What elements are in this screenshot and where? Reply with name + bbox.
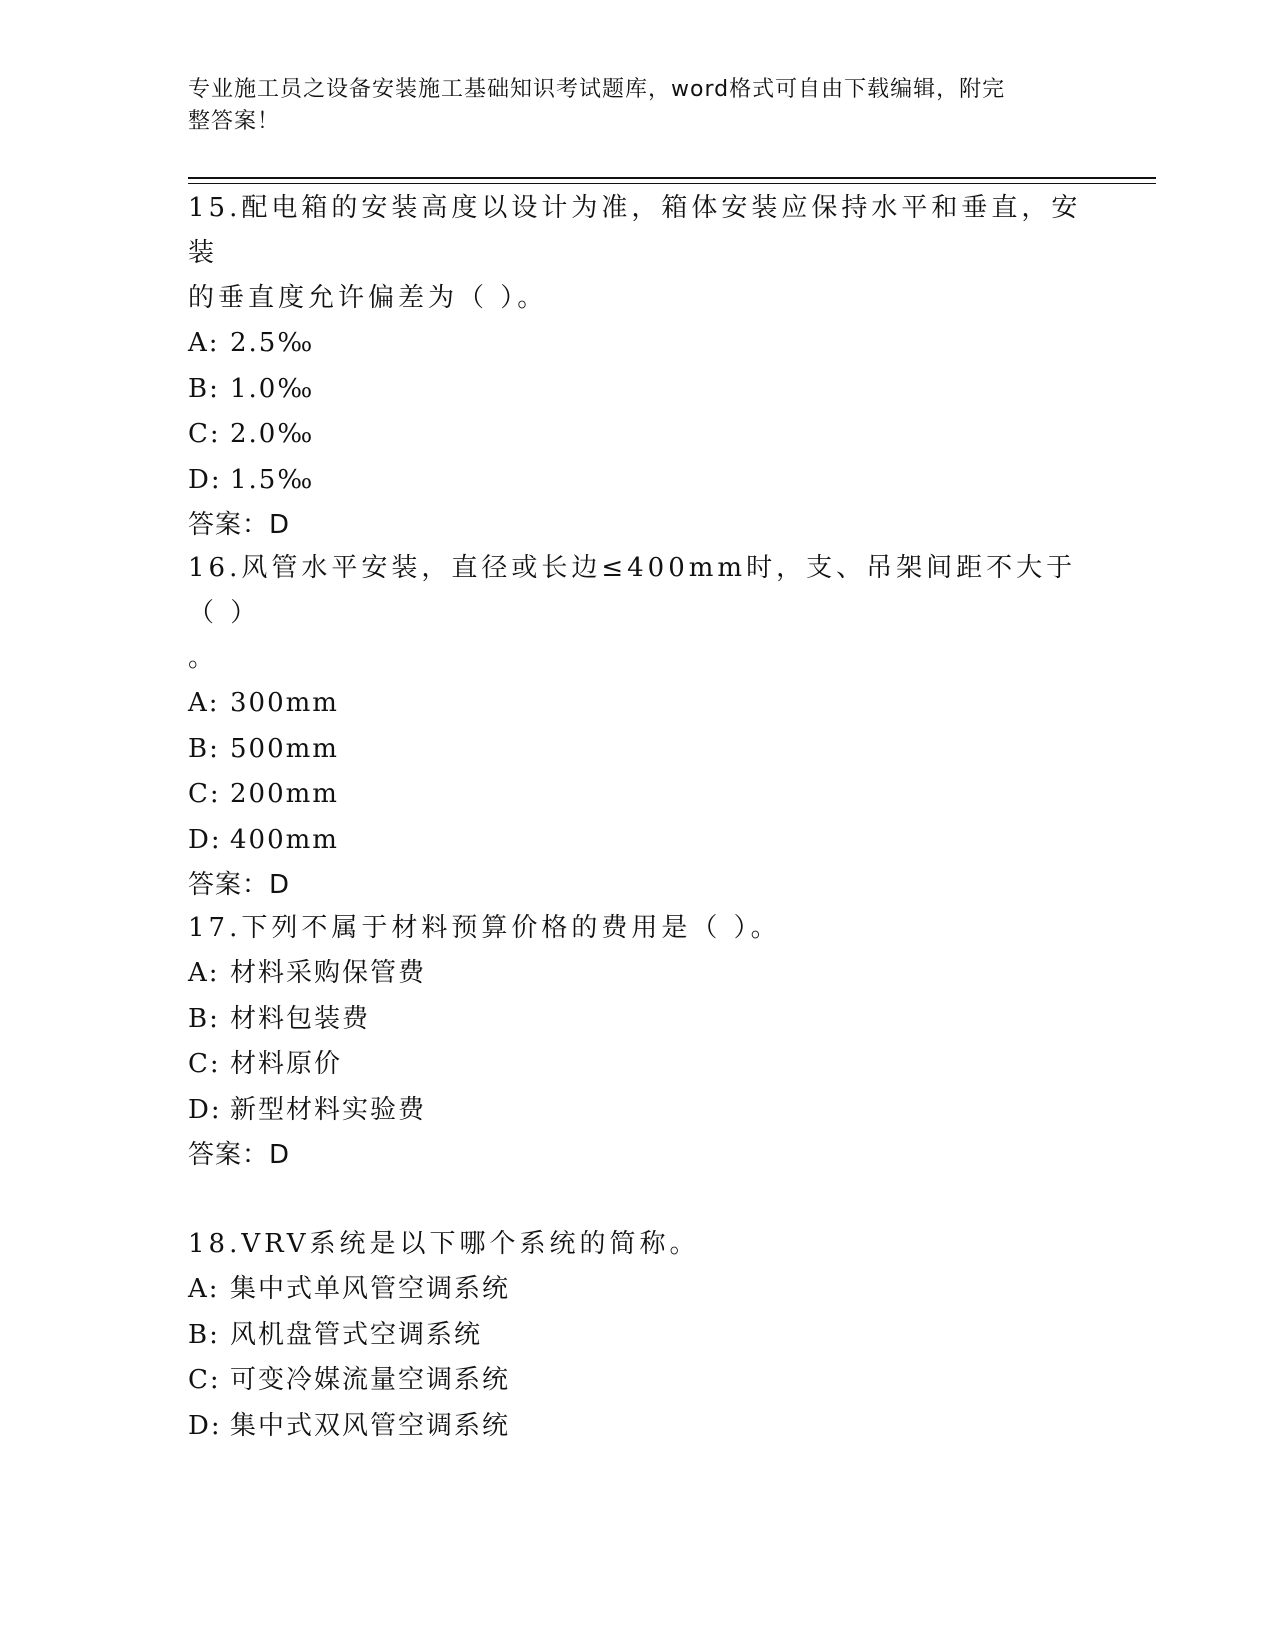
question-text: 17.下列不属于材料预算价格的费用是（ ）。 xyxy=(188,913,781,943)
option-text: 2.5‰ xyxy=(230,328,315,358)
option-d xyxy=(188,818,1088,864)
option-d xyxy=(188,458,1088,504)
option-key: A: xyxy=(188,958,220,988)
option-text: 400mm xyxy=(230,824,339,855)
document-header xyxy=(188,74,1088,138)
option-key: C: xyxy=(188,1049,221,1079)
option-a xyxy=(188,321,1088,367)
option-key: A: xyxy=(188,328,220,358)
question-text: 15.配电箱的安装高度以设计为准，箱体安装应保持水平和垂直，安装 xyxy=(188,193,1082,268)
option-key: C: xyxy=(188,1365,221,1395)
option-key: A: xyxy=(188,1274,220,1304)
option-key: B: xyxy=(188,733,220,764)
option-b xyxy=(188,997,1088,1043)
option-key: D: xyxy=(188,464,222,495)
question-text: 16.风管水平安装，直径或长边≤400mm时，支、吊架间距不大于（ ） xyxy=(188,553,1077,628)
option-c xyxy=(188,772,1088,818)
answer: 答案：D xyxy=(188,510,291,540)
option-d xyxy=(188,1088,1088,1134)
option-text: 集中式单风管空调系统 xyxy=(230,1274,511,1304)
answer: 答案：D xyxy=(188,1140,291,1170)
header-line-1: 专业施工员之设备安装施工基础知识考试题库，word格式可自由下载编辑，附完 xyxy=(188,77,1006,102)
question-18 xyxy=(188,1222,1088,1449)
option-text: 新型材料实验费 xyxy=(230,1094,427,1125)
option-a xyxy=(188,681,1088,727)
header-divider xyxy=(188,177,1156,179)
option-key: D: xyxy=(188,1410,222,1441)
option-a xyxy=(188,1267,1088,1313)
option-key: C: xyxy=(188,779,221,809)
header-divider-thin xyxy=(188,183,1156,184)
option-text: 2.0‰ xyxy=(230,419,315,449)
question-16 xyxy=(188,546,1088,908)
option-text: 300mm xyxy=(230,688,339,718)
option-text: 材料原价 xyxy=(230,1049,343,1079)
option-c xyxy=(188,1042,1088,1088)
option-b xyxy=(188,1313,1088,1359)
option-text: 集中式双风管空调系统 xyxy=(230,1410,511,1441)
question-17 xyxy=(188,906,1088,1178)
option-c xyxy=(188,412,1088,458)
answer: 答案：D xyxy=(188,870,291,900)
option-text: 200mm xyxy=(230,779,339,809)
option-text: 500mm xyxy=(230,733,339,764)
option-d xyxy=(188,1404,1088,1450)
question-text-cont: 。 xyxy=(188,643,219,673)
question-15 xyxy=(188,186,1088,548)
option-text: 1.5‰ xyxy=(230,464,315,495)
option-b xyxy=(188,727,1088,773)
option-c xyxy=(188,1358,1088,1404)
option-text: 可变冷媒流量空调系统 xyxy=(230,1365,511,1395)
header-line-2: 整答案！ xyxy=(188,109,281,134)
option-key: A: xyxy=(188,688,220,718)
option-key: B: xyxy=(188,1319,220,1350)
option-text: 材料采购保管费 xyxy=(230,958,427,988)
option-key: C: xyxy=(188,419,221,449)
option-text: 材料包装费 xyxy=(230,1003,371,1034)
option-b xyxy=(188,367,1088,413)
question-text-cont: 的垂直度允许偏差为（ ）。 xyxy=(188,283,548,313)
option-key: B: xyxy=(188,373,220,404)
option-key: D: xyxy=(188,1094,222,1125)
option-key: D: xyxy=(188,824,222,855)
option-a xyxy=(188,951,1088,997)
question-text: 18.VRV系统是以下哪个系统的简称。 xyxy=(188,1229,700,1259)
option-text: 1.0‰ xyxy=(230,373,315,404)
option-key: B: xyxy=(188,1003,220,1034)
option-text: 风机盘管式空调系统 xyxy=(230,1319,483,1350)
